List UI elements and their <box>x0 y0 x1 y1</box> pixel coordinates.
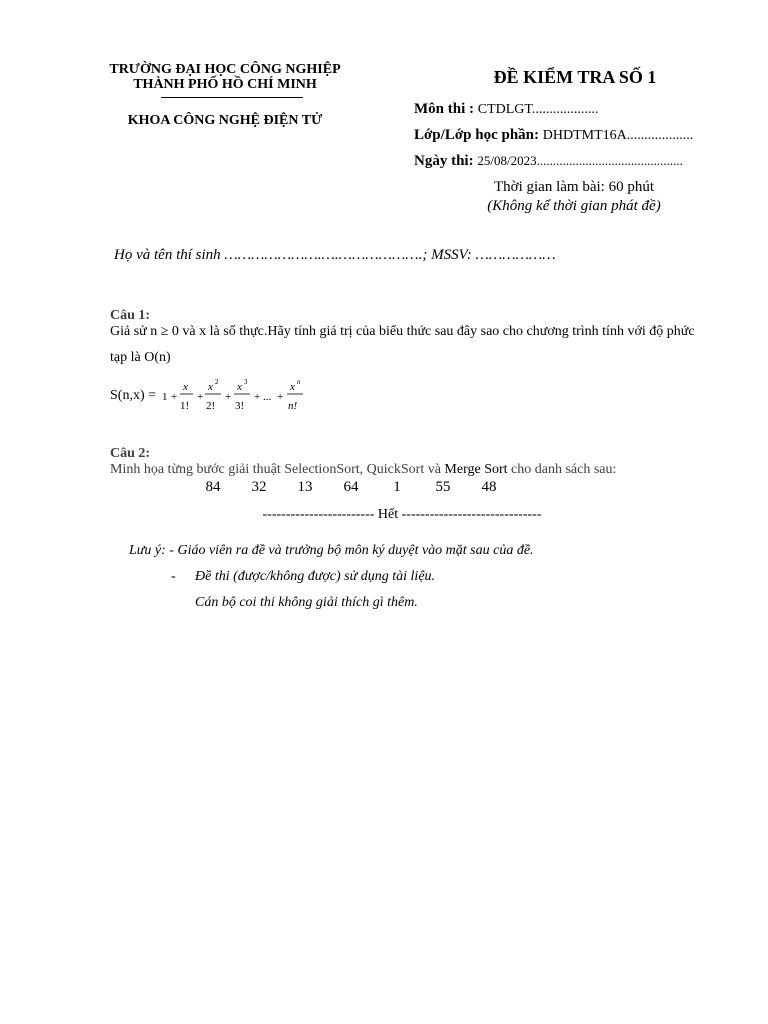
list-number: 13 <box>297 479 313 495</box>
term3-denominator: 3! <box>235 400 245 412</box>
question2-text-part3: cho danh sách sau: <box>507 462 617 477</box>
exam-title: ĐỀ KIỂM TRA SỐ 1 <box>493 67 657 87</box>
date-row <box>414 153 683 170</box>
question2-text <box>110 462 616 478</box>
candidate-line: Họ và tên thí sinh ………………….….……………….; MSSV: ……………… <box>114 247 556 263</box>
series-formula <box>160 378 380 414</box>
term4-denominator: n! <box>288 400 298 412</box>
date-label: Ngày thi: <box>414 153 474 169</box>
duration-note: (Không kể thời gian phát đề) <box>487 198 661 214</box>
school-underline <box>161 97 303 98</box>
subject-value: CTDLGT................... <box>477 102 599 117</box>
formula-one: 1 <box>162 391 168 403</box>
term2-denominator: 2! <box>206 400 216 412</box>
term3-exponent: 3 <box>244 378 248 386</box>
question2-text-part1: Minh họa từng bước giải thuật SelectionSort, QuickSort và <box>110 462 445 477</box>
term2-exponent: 2 <box>215 378 219 386</box>
term3-numerator: x <box>237 381 242 393</box>
formula-prefix: S(n,x) = <box>110 388 157 403</box>
note-dash: - <box>171 569 176 584</box>
question2-text-mergesort: Merge Sort <box>444 462 508 477</box>
list-number: 64 <box>343 479 359 495</box>
duration-text: Thời gian làm bài: 60 phút <box>494 179 654 195</box>
list-number: 48 <box>481 479 497 495</box>
subject-row <box>414 101 598 118</box>
formula-plus-1: + <box>171 391 178 403</box>
term1-denominator: 1! <box>180 400 190 412</box>
exam-duration <box>414 178 734 216</box>
formula-plus-4: + <box>254 391 261 403</box>
school-name <box>90 62 360 92</box>
question1-title: Câu 1: <box>110 308 151 323</box>
formula-ellipsis: ... <box>263 391 272 403</box>
formula-plus-2: + <box>197 391 204 403</box>
subject-label: Môn thi : <box>414 101 474 117</box>
list-number: 32 <box>251 479 267 495</box>
list-number: 84 <box>205 479 221 495</box>
term1-numerator: x <box>183 381 188 393</box>
question1-text: Giả sử n ≥ 0 và x là số thực.Hãy tính giá trị của biểu thức sau đây sao cho chương trình tính với độ phức tạp là O(n) <box>110 324 695 365</box>
term4-exponent: n <box>297 378 301 386</box>
date-value: 25/08/2023............................................. <box>477 153 683 168</box>
note-line2 <box>129 564 534 590</box>
term4-numerator: x <box>290 381 295 393</box>
term2-numerator: x <box>208 381 213 393</box>
number-list <box>190 479 512 496</box>
note-line1: Lưu ý: - Giáo viên ra đề và trưởng bộ môn ký duyệt vào mặt sau của đề. <box>129 543 534 558</box>
class-label: Lớp/Lớp học phần: <box>414 127 539 143</box>
school-name-line1: TRƯỜNG ĐẠI HỌC CÔNG NGHIỆP <box>109 62 341 77</box>
question2-title: Câu 2: <box>110 446 151 461</box>
list-number: 1 <box>393 479 401 495</box>
notes <box>129 538 534 616</box>
note-line2-text: Đề thi (được/không được) sử dụng tài liệu. <box>195 569 436 584</box>
faculty-name: KHOA CÔNG NGHỆ ĐIỆN TỬ <box>127 113 323 128</box>
end-marker: ------------------------ Hết ------------------------------ <box>262 507 542 522</box>
note-line3: Cán bộ coi thi không giải thích gì thêm. <box>195 595 418 610</box>
school-name-line2: THÀNH PHỐ HỒ CHÍ MINH <box>133 77 317 92</box>
question1-formula <box>110 378 380 414</box>
class-row <box>414 127 693 144</box>
formula-plus-5: + <box>277 391 284 403</box>
list-number: 55 <box>435 479 451 495</box>
formula-plus-3: + <box>225 391 232 403</box>
class-value: DHDTMT16A................... <box>542 128 694 143</box>
